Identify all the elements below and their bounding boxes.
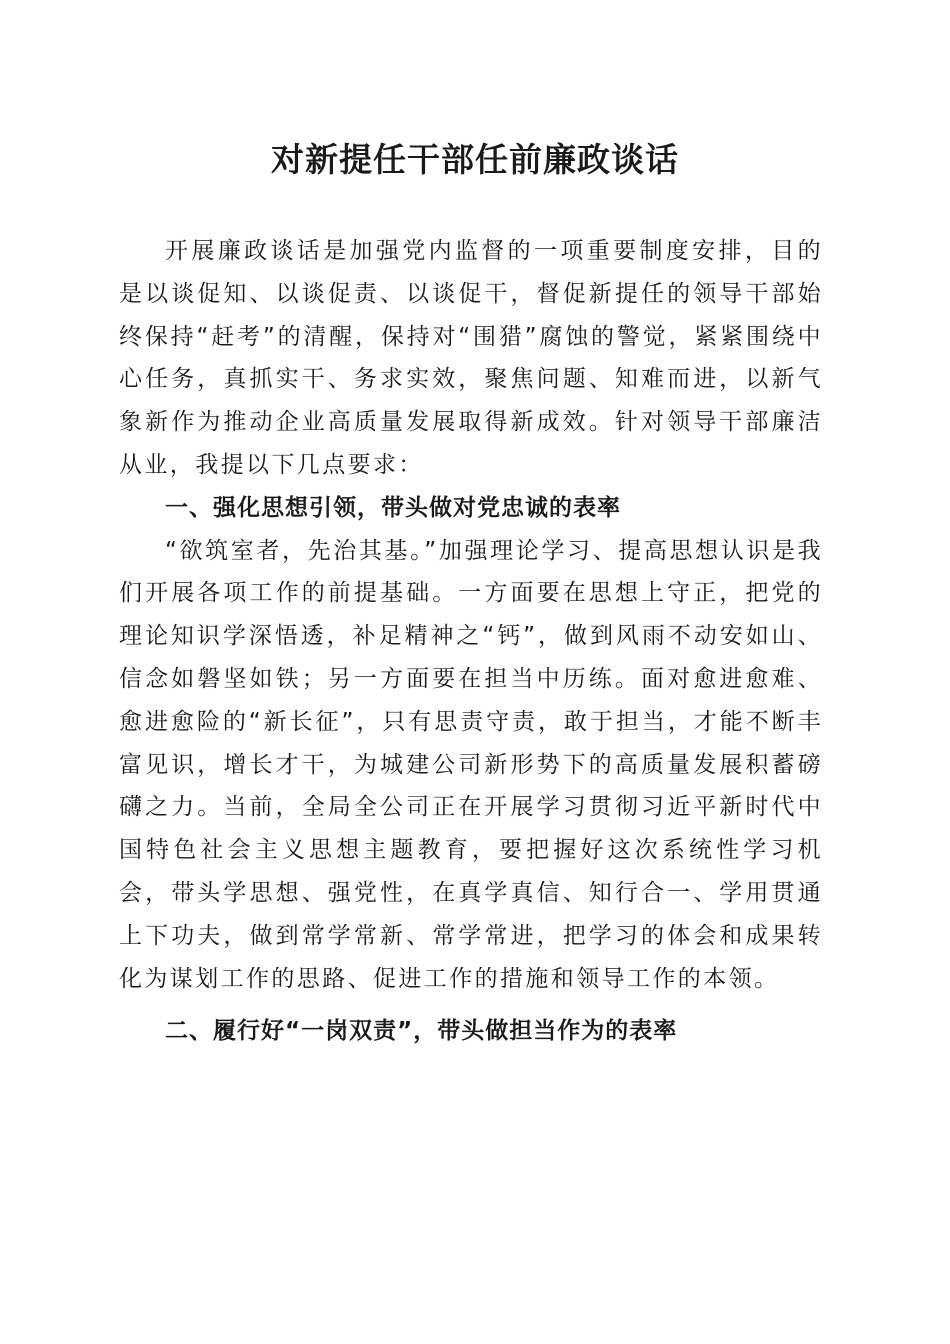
section-paragraph-1: “欲筑室者，先治其基。”加强理论学习、提高思想认识是我们开展各项工作的前提基础。一方面要在思想上守正，把党的理论知识学深悟透，补足精神之“钙”，做到风雨不动安如山、信念如磐坚如铁；另一方面要在担当中历练。面对愈进愈难、愈进愈险的“新长征”，只有思责守责，敢于担当，才能不断丰富见识，增长才干，为城建公司新形势下的高质量发展积蓄磅礴之力。当前，全局全公司正在开展学习贯彻习近平新时代中国特色社会主义思想主题教育，要把握好这次系统性学习机会，带头学思想、强党性，在真学真信、知行合一、学用贯通上下功夫，做到常学常新、常学常进，把学习的体会和成果转化为谋划工作的思路、促进工作的措施和领导工作的本领。 — [119, 537, 823, 992]
document-body — [119, 230, 823, 1053]
document-title: 对新提任干部任前廉政谈话 — [271, 140, 679, 179]
section-heading-1: 一、强化思想引领，带头做对党忠诚的表率 — [165, 494, 621, 521]
intro-paragraph: 开展廉政谈话是加强党内监督的一项重要制度安排，目的是以谈促知、以谈促责、以谈促干，督促新提任的领导干部始终保持“赶考”的清醒，保持对“围猎”腐蚀的警觉，紧紧围绕中心任务，真抓实干、务求实效，聚焦问题、知难而进，以新气象新作为推动企业高质量发展取得新成效。针对领导干部廉洁从业，我提以下几点要求： — [119, 238, 823, 478]
section-heading-2: 二、履行好“一岗双责”，带头做担当作为的表率 — [165, 1018, 678, 1045]
